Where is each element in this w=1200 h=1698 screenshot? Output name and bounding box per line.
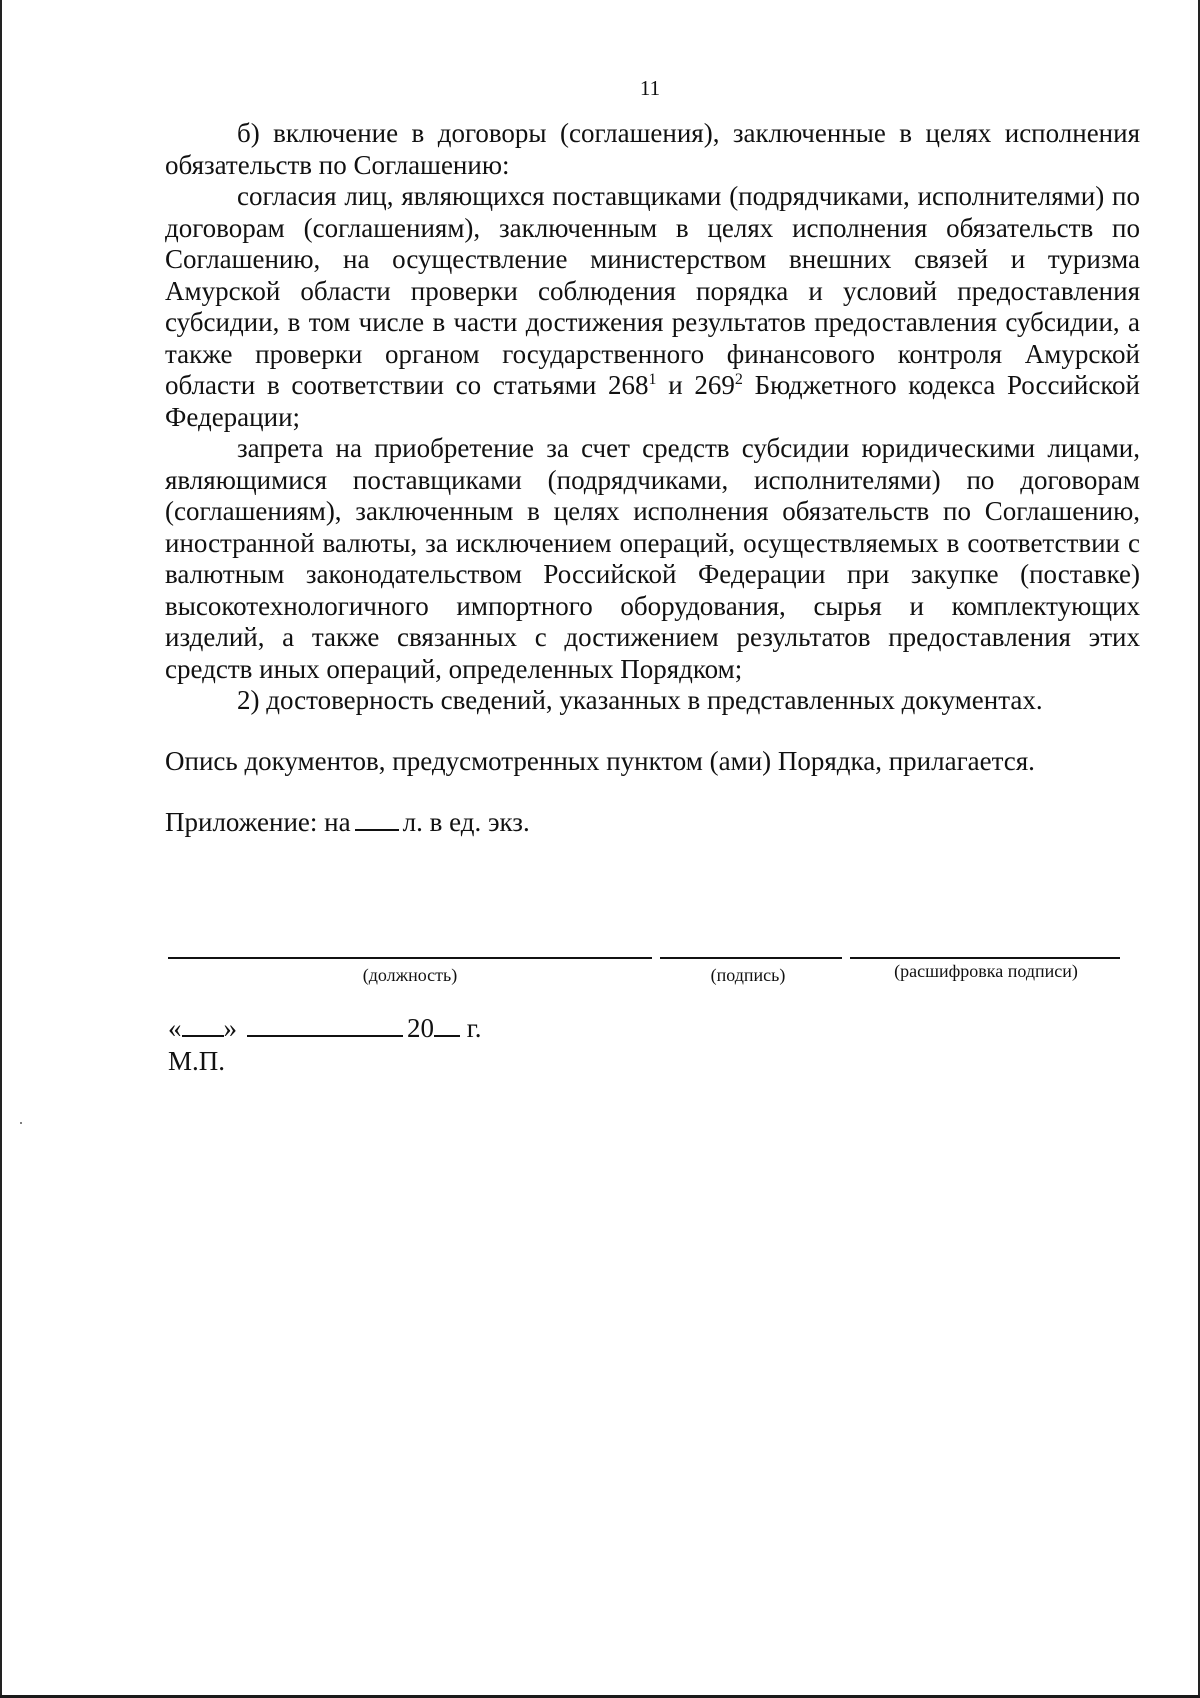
- signature-line: [660, 957, 842, 959]
- document-body: [165, 118, 1140, 839]
- attachment-sheets-blank: [355, 807, 399, 831]
- paragraph-consent: [165, 181, 1140, 433]
- superscript-2: 2: [734, 371, 743, 388]
- paragraph-consent-end: Бюджетного кодекса Российской Федерации;: [165, 370, 1141, 432]
- superscript-1: 1: [648, 371, 657, 388]
- paragraph-inclusion: б) включение в договоры (соглашения), заключенные в целях исполнения обязательств по Соглашению:: [165, 118, 1140, 180]
- date-open-quote: «: [168, 1013, 182, 1043]
- date-line: [168, 1013, 482, 1045]
- paragraph-consent-and: и 269: [656, 370, 735, 400]
- paragraph-prohibition: запрета на приобретение за счет средств субсидии юридическими лицами, являющимися поставщиками (подрядчиками, исполнителями) по договорам (соглашениям), заключенным в целях исполнения обязательств по Соглашению, иностранной валюты, за исключением операций, осуществляемых в соответствии с валютным законодательством Российской Федерации при закупке (поставке) высокотехнологичного импортного оборудования, сырья и комплектующих изделий, а также связанных с достижением результатов предоставления этих средств иных операций, определенных Порядком;: [165, 433, 1140, 684]
- stamp-place: М.П.: [168, 1046, 226, 1076]
- year-blank: [434, 1013, 460, 1037]
- year-prefix: 20: [407, 1013, 434, 1043]
- scan-speck: [20, 1122, 22, 1124]
- month-blank: [247, 1013, 403, 1037]
- decoding-caption: (расшифровка подписи): [894, 961, 1078, 981]
- page-number: 11: [639, 76, 661, 100]
- paragraph-reliability: 2) достоверность сведений, указанных в представленных документах.: [237, 685, 1043, 715]
- paragraph-consent-text: согласия лиц, являющихся поставщиками (подрядчиками, исполнителями) по договорам (соглашениям), заключенным в целях исполнения обязательств по Соглашению, на осуществление министерством внешних связей и туризма Амурской области проверки соблюдения порядка и условий предоставления субсидии, в том числе в части достижения результатов предоставления субсидии, а также проверки органом государственного финансового контроля Амурской области в соответствии со статьями 268: [165, 181, 1140, 400]
- signature-caption: (подпись): [710, 965, 786, 985]
- date-close-quote: »: [223, 1013, 237, 1043]
- scan-edge-left: [0, 0, 2, 1698]
- attachment-line: [165, 807, 1140, 839]
- decoding-line: [850, 957, 1120, 959]
- day-blank: [182, 1013, 224, 1037]
- position-line: [168, 957, 652, 959]
- inventory-note: Опись документов, предусмотренных пунктом (ами) Порядка, прилагается.: [165, 745, 1035, 776]
- signature-block: [168, 957, 1120, 997]
- position-caption: (должность): [362, 965, 458, 985]
- attachment-suffix: л. в ед. экз.: [402, 807, 530, 837]
- attachment-prefix: Приложение: на: [165, 807, 351, 837]
- year-suffix: г.: [466, 1013, 482, 1043]
